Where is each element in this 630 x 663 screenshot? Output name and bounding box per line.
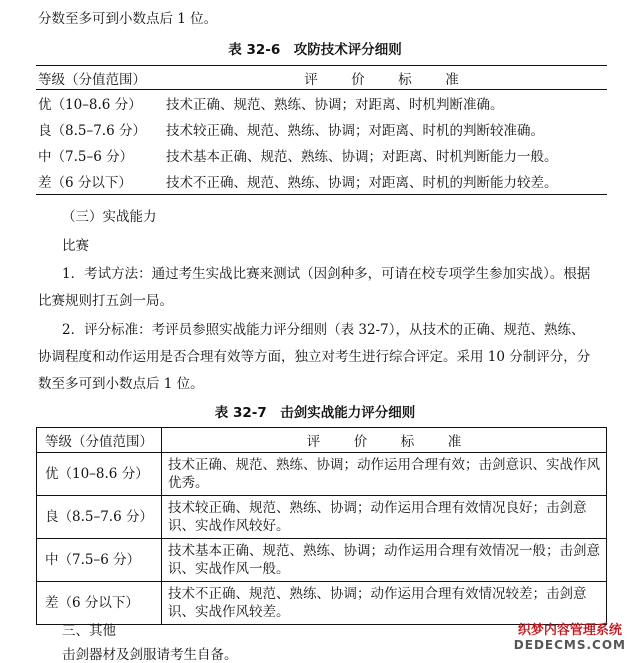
table2 bbox=[36, 427, 607, 625]
grade-cell: 优（10–8.6 分） bbox=[37, 453, 162, 496]
criteria-cell: 技术不正确、规范、熟练、协调；对距离、时机的判断能力较差。 bbox=[166, 175, 558, 191]
grade-cell: 优（10–8.6 分） bbox=[38, 97, 142, 113]
table-row bbox=[36, 90, 607, 117]
grade-cell: 差（6 分以下） bbox=[38, 175, 132, 191]
table1 bbox=[36, 65, 607, 195]
table-row bbox=[37, 453, 607, 496]
header-grade: 等级（分值范围） bbox=[36, 66, 164, 90]
paragraph-line: 2．评分标准：考评员参照实战能力评分细则（表 32-7），从技术的正确、规范、熟练、 bbox=[62, 322, 585, 338]
table-row bbox=[36, 116, 607, 142]
table1-caption: 表 32-6 攻防技术评分细则 bbox=[228, 42, 402, 58]
criteria-cell: 技术正确、规范、熟练、协调；动作运用合理有效；击剑意识、实战作风优秀。 bbox=[162, 453, 607, 496]
section-heading: （三）实战能力 bbox=[62, 209, 157, 225]
table-header-row bbox=[37, 428, 607, 453]
table-row bbox=[37, 539, 607, 582]
watermark-title: 织梦内容管理系统 bbox=[517, 623, 622, 638]
intro-line: 分数至多可到小数点后 1 位。 bbox=[38, 11, 218, 27]
grade-cell: 中（7.5–6 分） bbox=[37, 539, 162, 582]
paragraph-line: 数至多可到小数点后 1 位。 bbox=[38, 376, 204, 392]
paragraph-line: 击剑器材及剑服请考生自备。 bbox=[62, 647, 238, 663]
criteria-cell: 技术不正确、规范、熟练、协调；动作运用合理有效情况较差；击剑意识、实战作风较差。 bbox=[162, 582, 607, 625]
table2-caption: 表 32-7 击剑实战能力评分细则 bbox=[214, 405, 416, 421]
paragraph-line: 比赛规则打五剑一局。 bbox=[38, 293, 173, 309]
criteria-cell: 技术基本正确、规范、熟练、协调；对距离、时机判断能力一般。 bbox=[166, 149, 558, 165]
grade-cell: 良（8.5–7.6 分） bbox=[38, 123, 146, 139]
criteria-cell: 技术正确、规范、熟练、协调；对距离、时机判断准确。 bbox=[166, 97, 504, 113]
table-row bbox=[37, 496, 607, 539]
watermark-logo bbox=[514, 623, 626, 653]
grade-cell: 差（6 分以下） bbox=[37, 582, 162, 625]
criteria-cell: 技术较正确、规范、熟练、协调；对距离、时机的判断较准确。 bbox=[166, 123, 544, 139]
header-grade: 等级（分值范围） bbox=[37, 428, 162, 453]
grade-cell: 中（7.5–6 分） bbox=[38, 149, 134, 165]
header-criteria: 评 价 标 准 bbox=[162, 428, 607, 453]
paragraph-line: 1．考试方法：通过考生实战比赛来测试（因剑种多，可请在校专项学生参加实战）。根据 bbox=[62, 266, 591, 282]
table-row bbox=[36, 168, 607, 195]
criteria-cell: 技术较正确、规范、熟练、协调；动作运用合理有效情况良好；击剑意识、实战作风较好。 bbox=[162, 496, 607, 539]
grade-cell: 良（8.5–7.6 分） bbox=[37, 496, 162, 539]
criteria-cell: 技术基本正确、规范、熟练、协调；动作运用合理有效情况一般；击剑意识、实战作风一般。 bbox=[162, 539, 607, 582]
header-criteria: 评 价 标 准 bbox=[164, 66, 607, 90]
table-header-row bbox=[36, 66, 607, 90]
subheading: 比赛 bbox=[62, 238, 89, 254]
watermark-domain: DEDECMS.COM bbox=[513, 638, 626, 652]
section-heading: 三、其他 bbox=[62, 623, 116, 639]
paragraph-line: 协调程度和动作运用是否合理有效等方面，独立对考生进行综合评定。采用 10 分制评分，分 bbox=[38, 349, 591, 365]
table-row bbox=[36, 142, 607, 168]
